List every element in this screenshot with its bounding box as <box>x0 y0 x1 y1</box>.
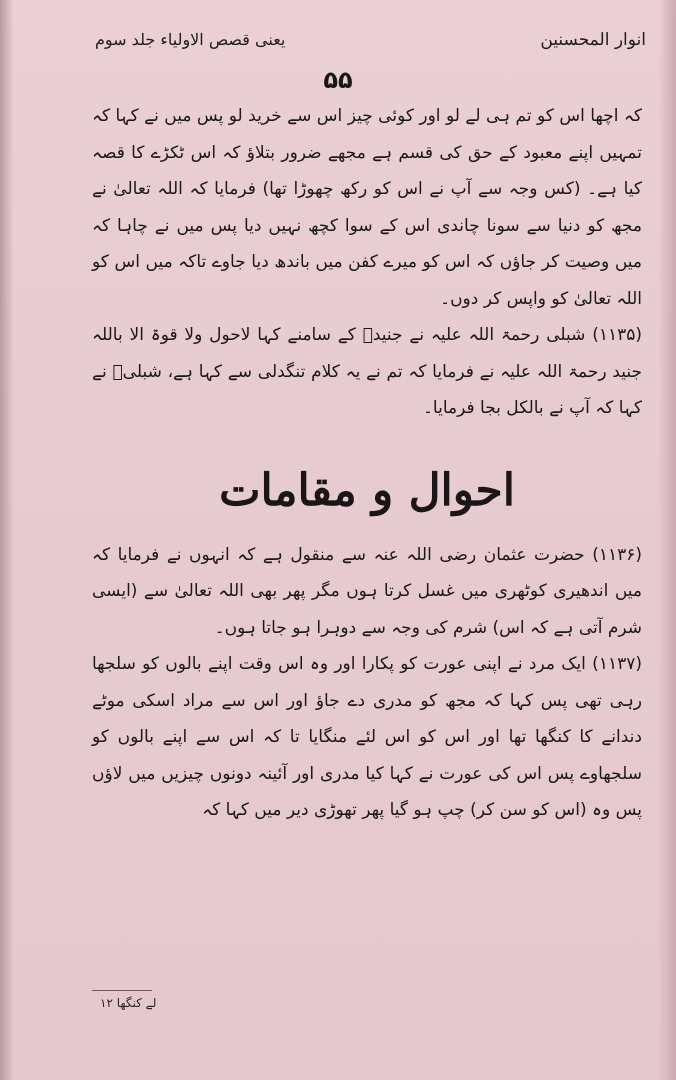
page-edge-shadow-left <box>0 0 14 1080</box>
paragraph-continued-story: کہ اچھا اس کو تم ہی لے لو اور کوئی چیز اس سے خرید لو پس میں نے کہا کہ تمہیں اپنے معبود کے حق کی قسم ہے مجھے ضرور بتلاؤ کہ اس ٹکڑے کا قصہ کیا ہے۔ (کس وجہ سے آپ نے اس کو رکھ چھوڑا تھا) فرمایا کہ اللہ تعالیٰ نے مجھ کو دنیا سے سونا چاندی اس کے سوا کچھ نہیں دیا پس میں نے چاہا کہ میں وصیت کر جاؤں کہ اس کو میرے کفن میں باندھ دیا جاوے تاکہ میں اس کو اللہ تعالیٰ کو واپس کر دوں۔ <box>92 106 642 309</box>
page-number: ۵۵ <box>323 66 353 94</box>
section-heading: احوال و مقامات <box>219 464 515 516</box>
paragraph-1137: (۱۱۳۷) ایک مرد نے اپنی عورت کو پکارا اور وہ اس وقت اپنے بالوں کو سلجھا رہی تھی پس کہا کہ مجھ کو مدری دے جاؤ اور اس سے مراد اسکی موٹے دندانے کا کنگھا تھا اور اس کو اس لئے منگایا تا کہ اس سے اپنے بالوں کو سلجھاوے پس اس کی عورت نے کہا کیا مدری اور آئینہ دونوں چیزیں میں لاؤں پس وہ (اس کو سن کر) چپ ہو گیا پھر تھوڑی دیر میں کہا کہ <box>92 654 642 820</box>
paragraph-1136: (۱۱۳۶) حضرت عثمان رضی اللہ عنہ سے منقول ہے کہ انہوں نے فرمایا کہ میں اندھیری کوٹھری میں غسل کرتا ہوں مگر پھر بھی اللہ تعالیٰ سے (ایسی شرم آتی ہے کہ اس) شرم کی وجہ سے دوہرا ہو جاتا ہوں۔ <box>92 544 642 638</box>
book-title: انوار المحسنین <box>540 30 646 50</box>
footnote: لے کنگھا ۱۲ <box>100 996 157 1010</box>
running-header <box>95 22 646 62</box>
paragraph-1135: (۱۱۳۵) شبلی رحمۃ اللہ علیہ نے جنیدؒ کے سامنے کہا لاحول ولا قوۃ الا باللہ جنید رحمۃ اللہ علیہ نے فرمایا کہ تم نے یہ کلام تنگدلی سے کہا ہے، شبلیؒ نے کہا کہ آپ نے بالکل بجا فرمایا۔ <box>92 325 642 418</box>
page-edge-shadow-right <box>658 0 676 1080</box>
footnote-divider <box>92 990 152 991</box>
volume-title: یعنی قصص الاولیاء جلد سوم <box>95 30 286 49</box>
page-body <box>92 98 642 829</box>
